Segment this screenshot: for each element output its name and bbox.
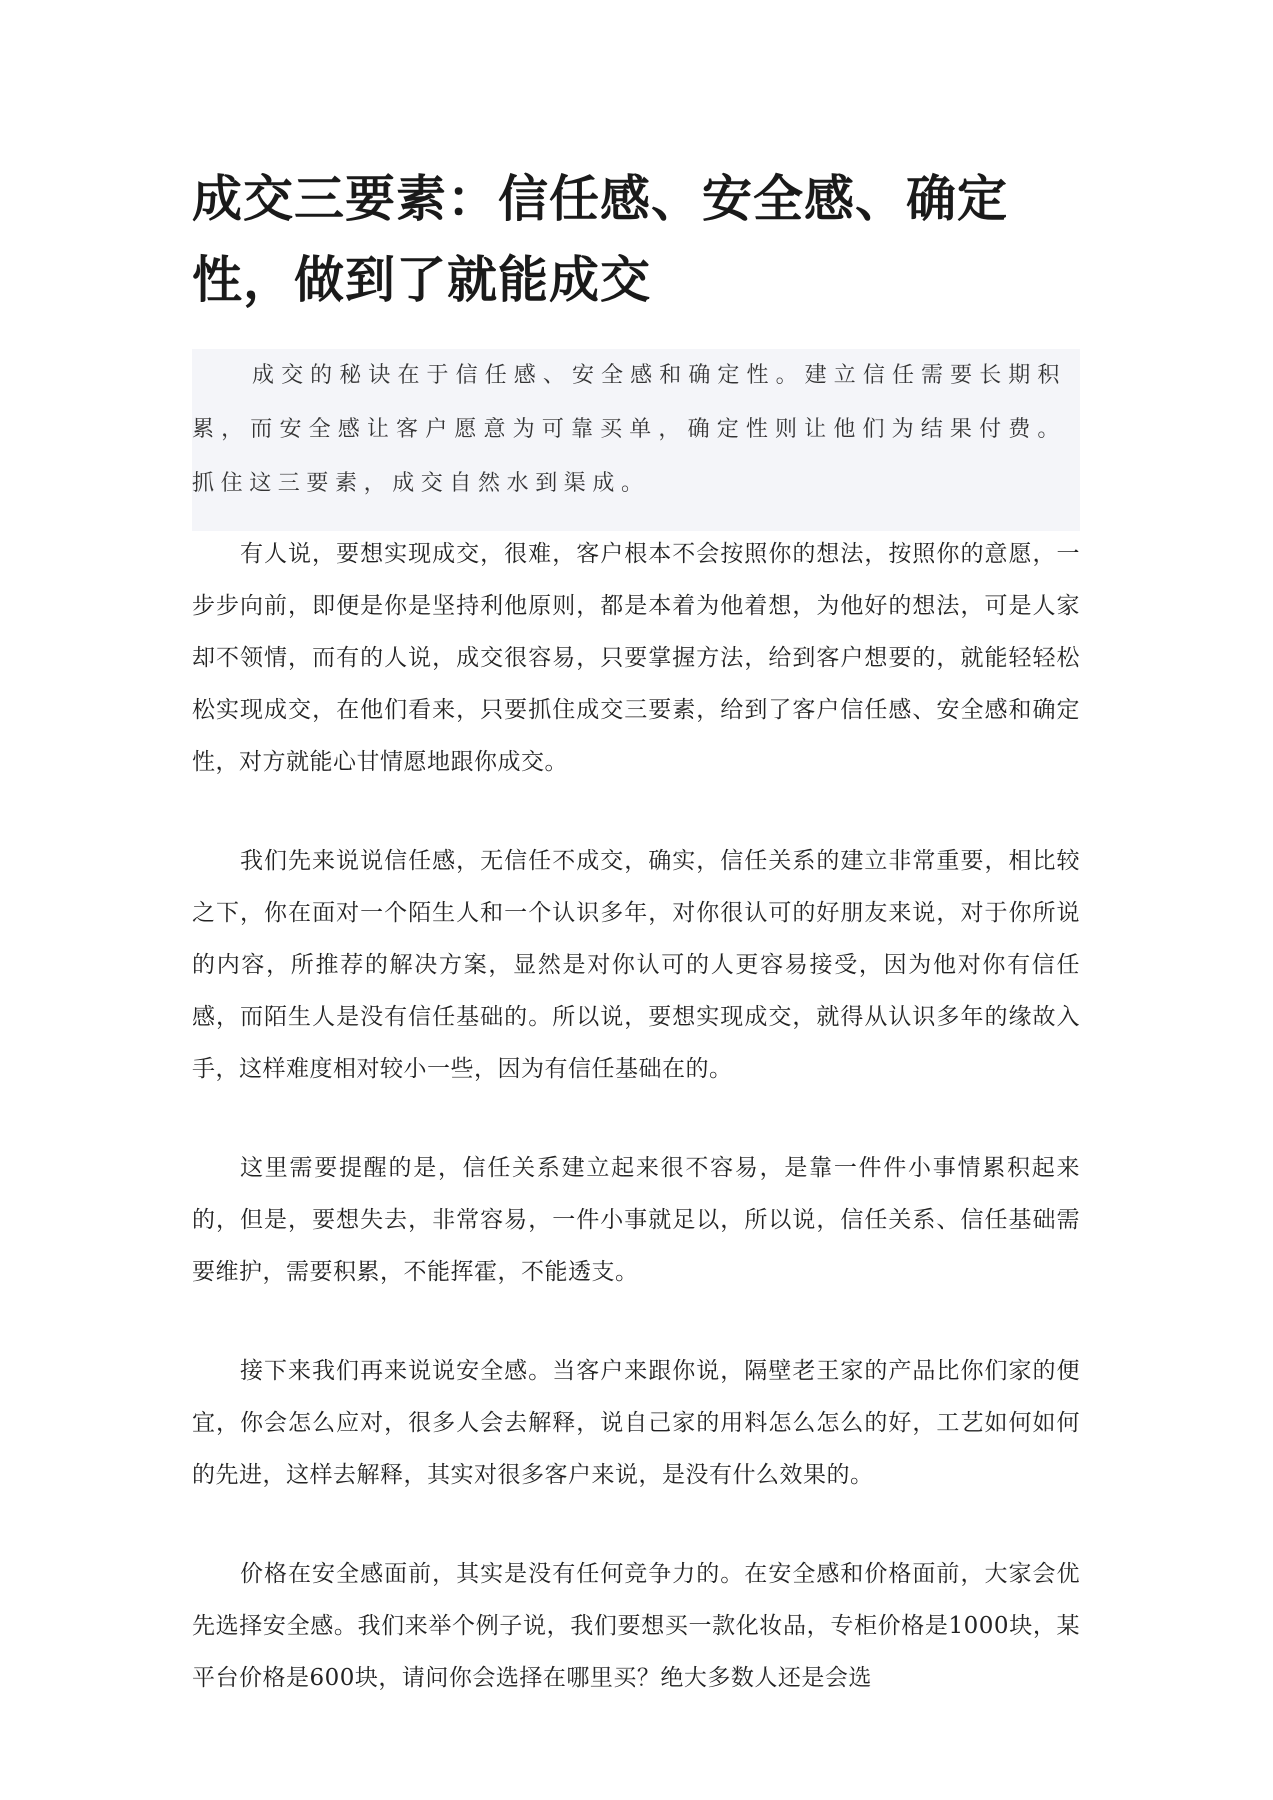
- summary-text: 成交的秘诀在于信任感、安全感和确定性。建立信任需要长期积累，而安全感让客户愿意为可靠买单，确定性则让他们为结果付费。抓住这三要素，成交自然水到渠成。: [192, 363, 1066, 496]
- body-paragraph: 这里需要提醒的是，信任关系建立起来很不容易，是靠一件件小事情累积起来的，但是，要想失去，非常容易，一件小事就足以，所以说，信任关系、信任基础需要维护，需要积累，不能挥霍，不能透支。: [192, 1155, 1080, 1285]
- article-body: [192, 528, 1080, 1751]
- body-paragraph: 接下来我们再来说说安全感。当客户来跟你说，隔壁老王家的产品比你们家的便宜，你会怎么应对，很多人会去解释，说自己家的用料怎么怎么的好，工艺如何如何的先进，这样去解释，其实对很多客户来说，是没有什么效果的。: [192, 1358, 1080, 1488]
- article-title: 成交三要素：信任感、安全感、确定性，做到了就能成交: [192, 169, 1008, 309]
- body-paragraph: 我们先来说说信任感，无信任不成交，确实，信任关系的建立非常重要，相比较之下，你在面对一个陌生人和一个认识多年，对你很认可的好朋友来说，对于你所说的内容，所推荐的解决方案，显然是对你认可的人更容易接受，因为他对你有信任感，而陌生人是没有信任基础的。所以说，要想实现成交，就得从认识多年的缘故入手，这样难度相对较小一些，因为有信任基础在的。: [192, 848, 1080, 1082]
- body-paragraph: 价格在安全感面前，其实是没有任何竞争力的。在安全感和价格面前，大家会优先选择安全感。我们来举个例子说，我们要想买一款化妆品，专柜价格是1000块，某平台价格是600块，请问你会选择在哪里买？绝大多数人还是会选: [192, 1561, 1080, 1691]
- summary-box: [192, 349, 1080, 531]
- body-paragraph: 有人说，要想实现成交，很难，客户根本不会按照你的想法，按照你的意愿，一步步向前，即便是你是坚持利他原则，都是本着为他着想，为他好的想法，可是人家却不领情，而有的人说，成交很容易，只要掌握方法，给到客户想要的，就能轻轻松松实现成交，在他们看来，只要抓住成交三要素，给到了客户信任感、安全感和确定性，对方就能心甘情愿地跟你成交。: [192, 541, 1080, 775]
